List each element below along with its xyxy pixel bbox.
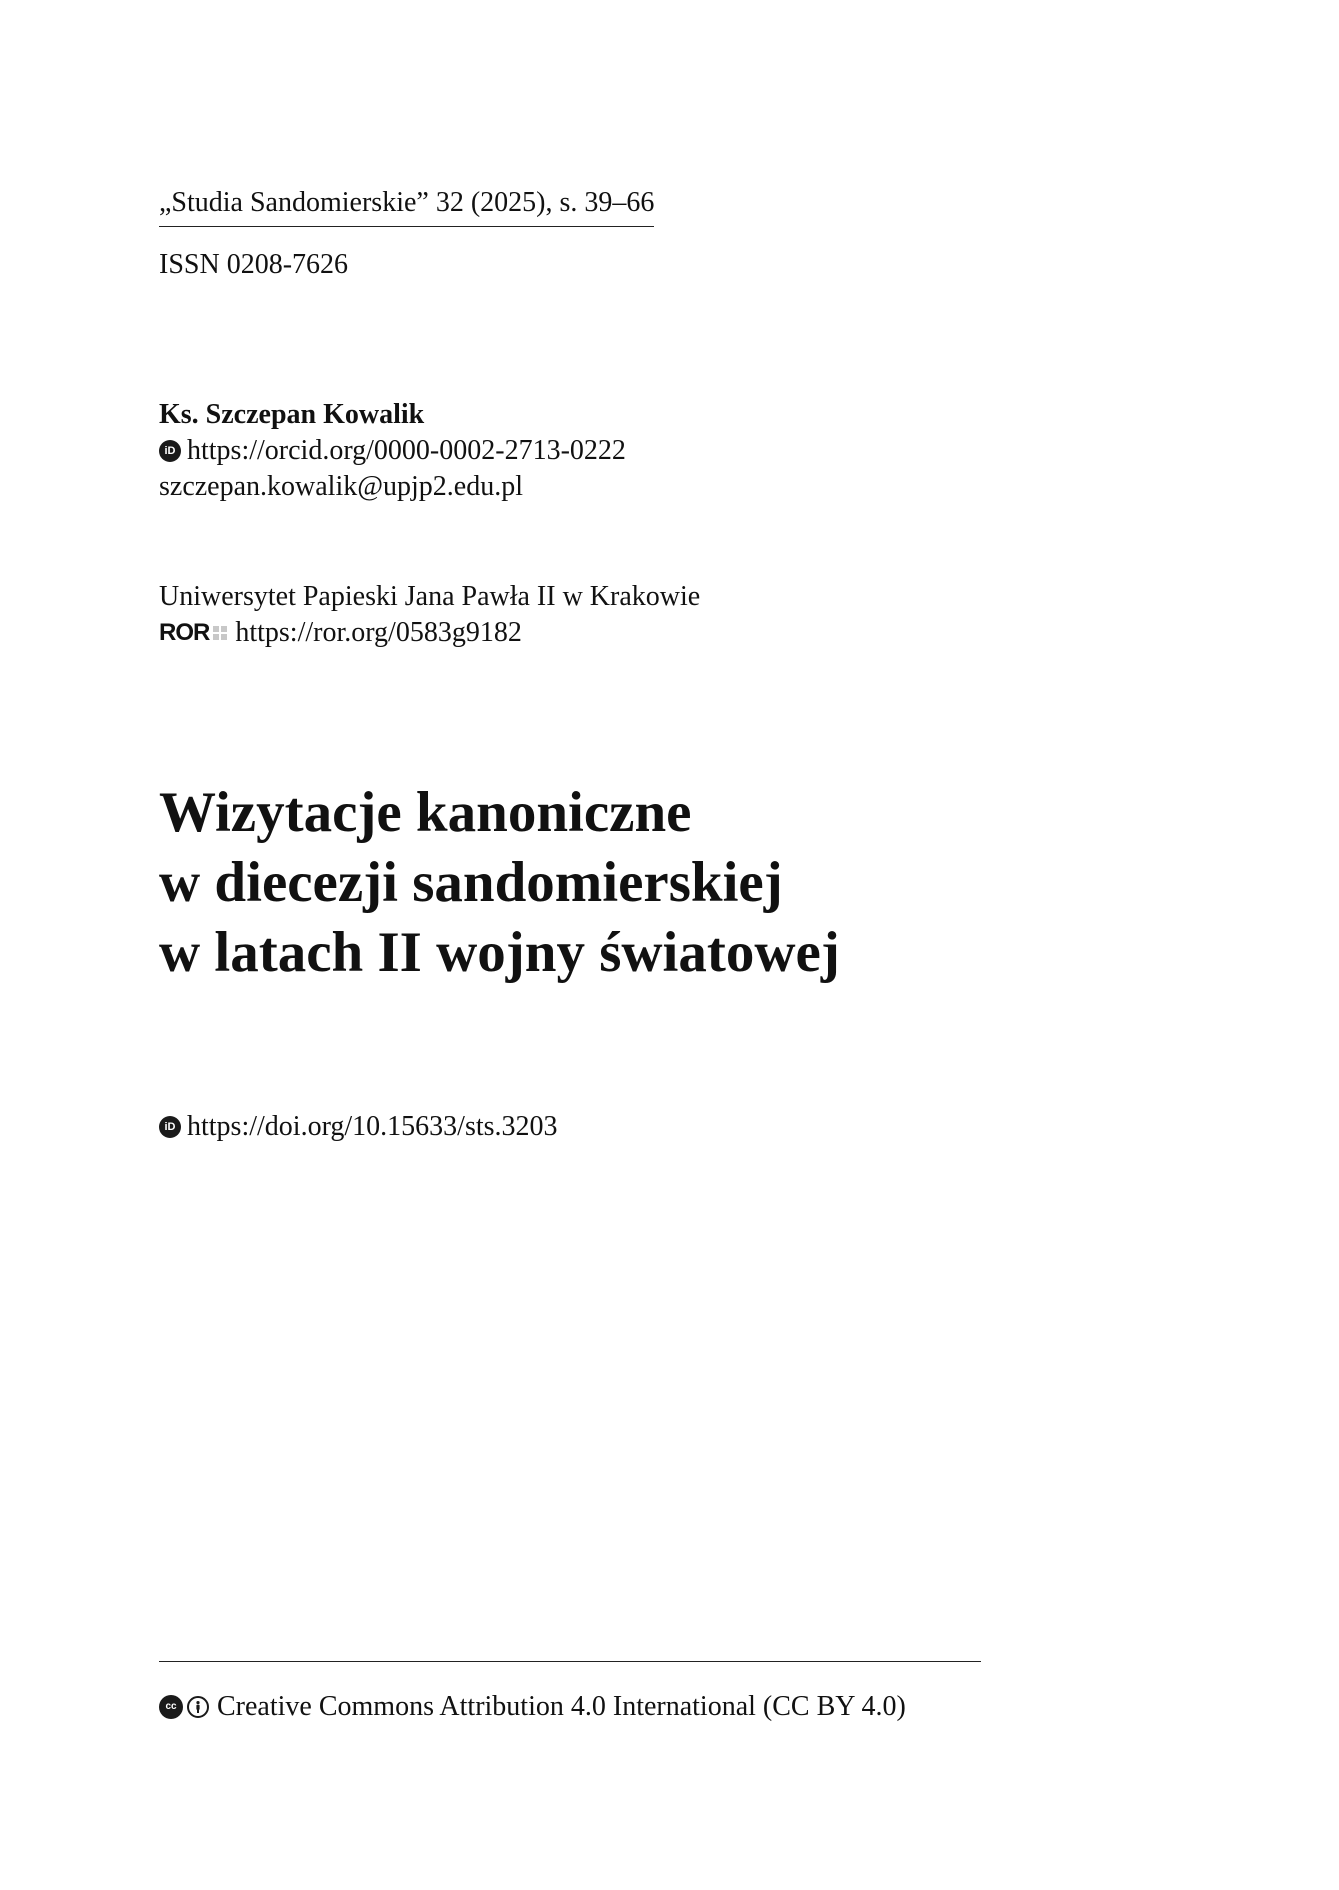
issn: ISSN 0208-7626 [159,249,349,280]
license-text[interactable]: Creative Commons Attribution 4.0 International (CC BY 4.0) [217,1691,906,1722]
affiliation-ror [159,616,522,650]
affiliation-name: Uniwersytet Papieski Jana Pawła II w Krakowie [159,581,701,612]
ror-link[interactable]: https://ror.org/0583g9182 [235,617,522,648]
article-title [159,778,1159,988]
author-email[interactable]: szczepan.kowalik@upjp2.edu.pl [159,471,524,502]
title-line: Wizytacje kanoniczne [159,781,692,844]
author-name: Ks. Szczepan Kowalik [159,399,425,430]
license [159,1690,906,1724]
article-doi [159,1110,558,1144]
footer-divider [159,1661,981,1662]
doi-link[interactable]: https://doi.org/10.15633/sts.3203 [187,1111,558,1142]
title-line: w latach II wojny światowej [159,921,840,984]
title-line: w diecezji sandomierskiej [159,851,783,914]
attribution-icon [187,1696,209,1718]
orcid-link[interactable]: https://orcid.org/0000-0002-2713-0222 [187,435,626,466]
cc-icon: cc [159,1695,183,1719]
ror-logo-icon [159,616,227,650]
ror-logo-text: ROR [159,619,210,646]
doi-icon: iD [159,1116,181,1138]
author-orcid [159,434,626,468]
ror-dots [213,626,227,640]
orcid-icon: iD [159,440,181,462]
journal-citation: „Studia Sandomierskie” 32 (2025), s. 39–66 [159,186,654,227]
